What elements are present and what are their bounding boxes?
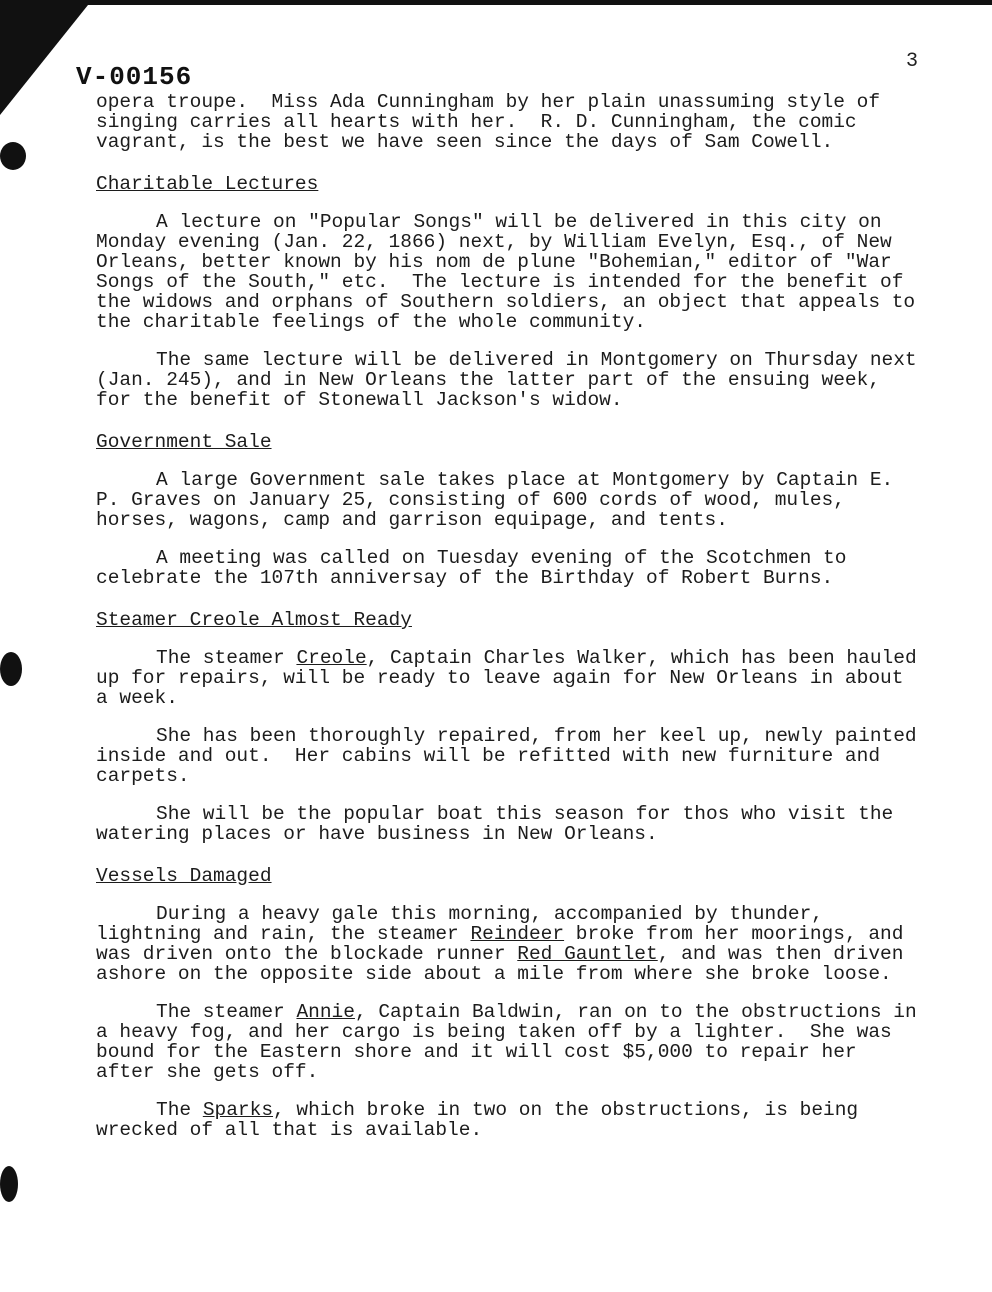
paragraph: A meeting was called on Tuesday evening of the Scotchmen to celebrate the 107th anniversay of the Birthday of Robert Burns. [96,547,859,589]
vessel-name-sparks: Sparks [202,1099,274,1121]
punch-hole-1 [0,142,26,170]
punch-hole-2 [0,652,22,686]
section-heading-charitable-lectures: Charitable Lectures [96,173,319,195]
punch-hole-3 [0,1166,18,1202]
vessel-name-creole: Creole [296,647,367,669]
section-heading-steamer-creole: Steamer Creole Almost Ready [96,609,412,631]
section-heading-government-sale: Government Sale [96,431,272,453]
page-number: 3 [906,50,919,73]
paragraph: A large Government sale takes place at Montgomery by Captain E. P. Graves on January 25, consisting of 600 cords of wood, mules, horses, wagons, camp and garrison equipage, and tents. [96,469,905,531]
section-heading-vessels-damaged: Vessels Damaged [96,865,272,887]
vessel-name-annie: Annie [296,1001,355,1023]
paragraph: During a heavy gale this morning, accompanied by thunder, lightning and rain, the steamer Reindeer broke from her moorings, and was driven onto the blockade runner Red Gauntlet, and was then driven ashore on the opposite side about a mile from where she broke loose. [96,903,916,985]
paragraph: She has been thoroughly repaired, from her keel up, newly painted inside and out. Her cabins will be refitted with new furniture and carpets. [96,725,929,787]
paragraph: She will be the popular boat this season for thos who visit the watering places or have business in New Orleans. [96,803,905,845]
paragraph: The steamer Creole, Captain Charles Walker, which has been hauled up for repairs, will be ready to leave again for New Orleans in about a week. [96,647,929,709]
paragraph: The steamer Annie, Captain Baldwin, ran on to the obstructions in a heavy fog, and her cargo is being taken off by a lighter. She was bound for the Eastern shore and it will cost $5,000 to repair her after she gets off. [96,1001,929,1083]
top-edge-shadow [88,0,992,5]
paragraph: A lecture on "Popular Songs" will be delivered in this city on Monday evening (Jan. 22, 1866) next, by William Evelyn, Esq., of New Orleans, better known by his nom de plune "Bohemian," editor of "War Songs of the South," etc. The lecture is intended for the benefit of the widows and orphans of Southern soldiers, an object that appeals to the charitable feelings of the whole community. [96,211,927,333]
intro-paragraph: opera troupe. Miss Ada Cunningham by her plain unassuming style of singing carries all hearts with her. R. D. Cunningham, the comic vagrant, is the best we have seen since the days of Sam Cowell. [96,91,892,153]
document-body [96,91,929,1141]
document-id: V-00156 [76,62,193,92]
vessel-name-reindeer: Reindeer [470,923,565,945]
paragraph: The same lecture will be delivered in Montgomery on Thursday next (Jan. 245), and in New Orleans the latter part of the ensuing week, for the benefit of Stonewall Jackson's widow. [96,349,929,411]
vessel-name-red-gauntlet: Red Gauntlet [517,943,658,965]
paragraph: The Sparks, which broke in two on the obstructions, is being wrecked of all that is available. [96,1099,870,1141]
